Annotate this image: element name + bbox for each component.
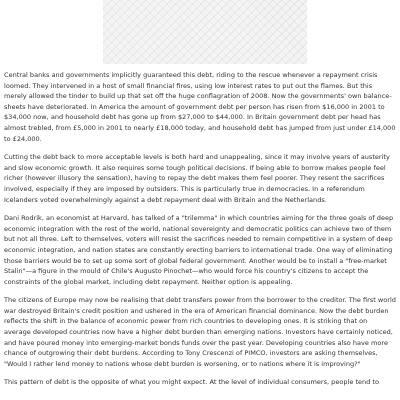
article-paragraph: Central banks and governments implicitly guaranteed this debt, riding to the rescue whenever a repayment crisis loomed. They intervened in a host of small financial fires, using low interest rates to put out the flames. But this merely allowed the tinder to build up that set off the huge conflagration of 2008. Now the governments' own balance-sheets have deteriorated. In America the amount of government debt per person has risen from $16,000 in 2001 to $34,000 now, and household debt has gone up from $27,000 to $44,000. In Britain government debt per head has almost trebled, from £5,000 in 2001 to nearly £18,000 today, and household debt has jumped from just under £14,000 to £24,000. — [4, 71, 396, 143]
illustration-texture-icon — [103, 0, 307, 64]
article-paragraph: Cutting the debt back to more acceptable levels is both hard and unappealing, since it may involve years of austerity and slow economic growth. It also requires some tough political decisions. If being able to borrow makes people feel richer (however illusory the sensation), having to repay the debt makes them feel poorer. They resent the sacrifices involved, especially if they are imposed by outsiders. This is particularly true in democracies. In a referendum Icelanders voted overwhelmingly against a debt repayment deal with Britain and the Netherlands. — [4, 153, 390, 204]
article-body — [4, 70, 396, 396]
article-paragraph: The citizens of Europe may now be realising that debt transfers power from the borrower to the creditor. The first world war destroyed Britain's credit position and ushered in the era of American financial dominance. Now the debt burden reflects the shift in the balance of economic power from rich countries to developing ones. It is striking that on average developed countries now have a higher debt burden than emerging nations. Investors have certainly noticed, and have poured money into emerging-market bonds funds over the past year. Developing countries also have more chance of outgrowing their debt burdens. According to Tony Crescenzi of PIMCO, investors are asking themselves, "Would I rather lend money to nations whose debt burden is worsening, or to nations where it is improving?" — [4, 296, 396, 368]
article-illustration — [103, 0, 307, 64]
article-paragraph: This pattern of debt is the opposite of what you might expect. At the level of individual consumers, people tend to — [4, 378, 379, 387]
article-paragraph: Dani Rodrik, an economist at Harvard, has talked of a "trilemma" in which countries aiming for the three goals of deep economic integration with the rest of the world, national sovereignty and democratic politics can achieve two of them but not all three. Left to themselves, voters will resist the sacrifices needed to remain competitive in a system of deep economic integration, and nation states are constantly erecting barriers to international trade. One way of eliminating those barriers would be to set up some sort of global federal government. Another would be to install a "free-market Stalin"—a figure in the mould of Chile's Augusto Pinochet—who would force his country's citizens to accept the constraints of the global market, including debt repayment. Neither option is appealing. — [4, 214, 394, 286]
